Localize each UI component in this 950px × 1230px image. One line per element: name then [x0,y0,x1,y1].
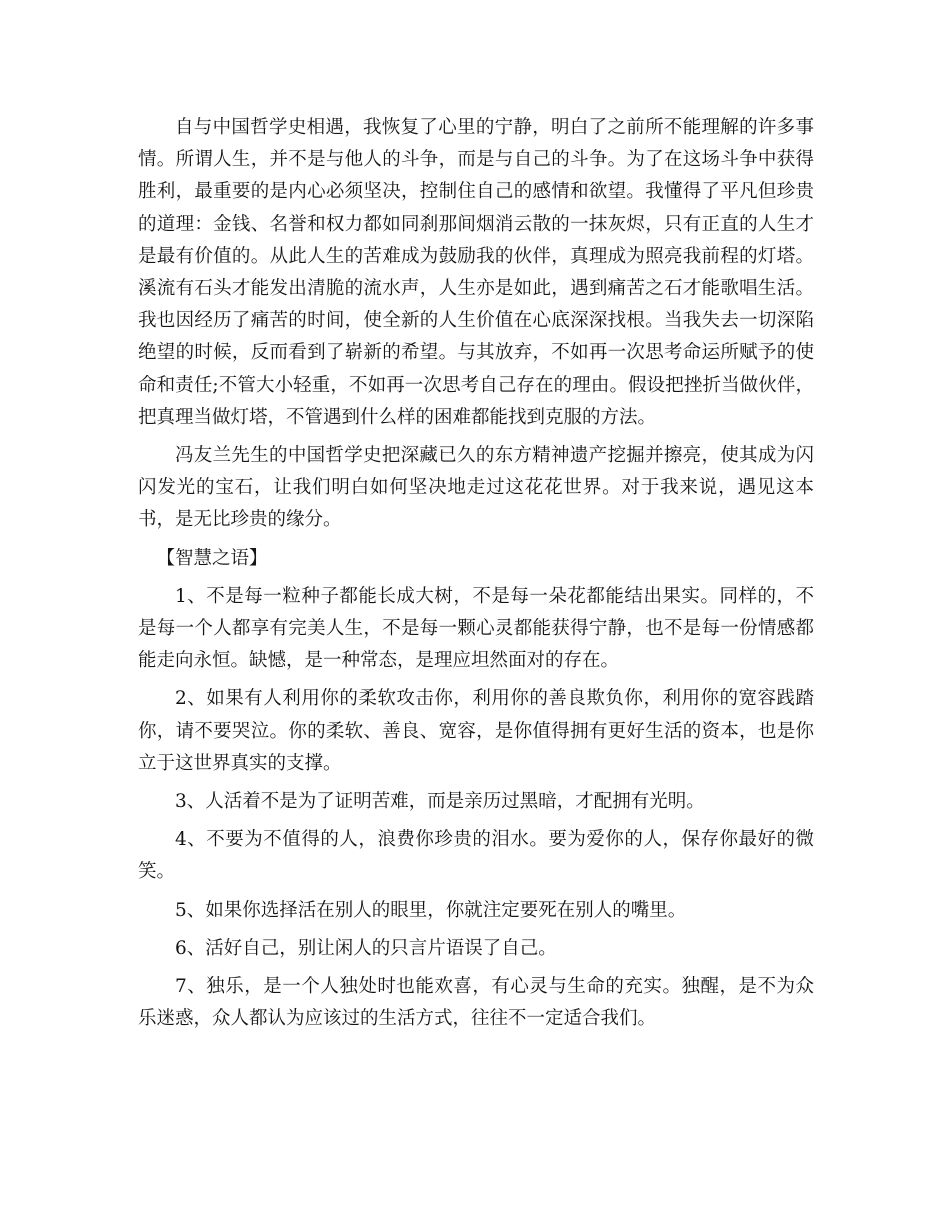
quote-item: 5、如果你选择活在别人的眼里，你就注定要死在别人的嘴里。 [175,899,687,921]
document-page [138,112,814,1041]
quote-item: 6、活好自己，别让闲人的只言片语误了自己。 [175,937,557,959]
quote-item: 7、独乐，是一个人独处时也能欢喜，有心灵与生命的充实。独醒，是不为众乐迷惑，众人都认为应该过的生活方式，往往不一定适合我们。 [138,976,814,1030]
body-paragraph: 自与中国哲学史相遇，我恢复了心里的宁静，明白了之前所不能理解的许多事情。所谓人生，并不是与他人的斗争，而是与自己的斗争。为了在这场斗争中获得胜利，最重要的是内心必须坚决，控制住自己的感情和欲望。我懂得了平凡但珍贵的道理：金钱、名誉和权力都如同刹那间烟消云散的一抹灰烬，只有正直的人生才是最有价值的。从此人生的苦难成为鼓励我的伙伴，真理成为照亮我前程的灯塔。溪流有石头才能发出清脆的流水声，人生亦是如此，遇到痛苦之石才能歌唱生活。我也因经历了痛苦的时间，使全新的人生价值在心底深深找根。当我失去一切深陷绝望的时候，反而看到了崭新的希望。与其放弃，不如再一次思考命运所赋予的使命和责任;不管大小轻重，不如再一次思考自己存在的理由。假设把挫折当做伙伴，把真理当做灯塔，不管遇到什么样的困难都能找到克服的方法。 [138,117,814,428]
quote-item: 4、不要为不值得的人，浪费你珍贵的泪水。要为爱你的人，保存你最好的微笑。 [138,829,814,883]
quote-item: 1、不是每一粒种子都能长成大树，不是每一朵花都能结出果实。同样的，不是每一个人都享有完美人生，不是每一颗心灵都能获得宁静，也不是每一份情感都能走向永恒。缺憾，是一种常态，是理应坦然面对的存在。 [138,585,814,672]
quote-item: 2、如果有人利用你的柔软攻击你，利用你的善良欺负你，利用你的宽容践踏你，请不要哭泣。你的柔软、善良、宽容，是你值得拥有更好生活的资本，也是你立于这世界真实的支撑。 [138,688,814,774]
body-paragraph: 冯友兰先生的中国哲学史把深藏已久的东方精神遗产挖掘并擦亮，使其成为闪闪发光的宝石，让我们明白如何坚决地走过这花花世界。对于我来说，遇见这本书，是无比珍贵的缘分。 [138,445,814,531]
quote-item: 3、人活着不是为了证明苦难，而是亲历过黑暗，才配拥有光明。 [175,791,705,813]
section-heading: 【智慧之语】 [156,547,268,569]
